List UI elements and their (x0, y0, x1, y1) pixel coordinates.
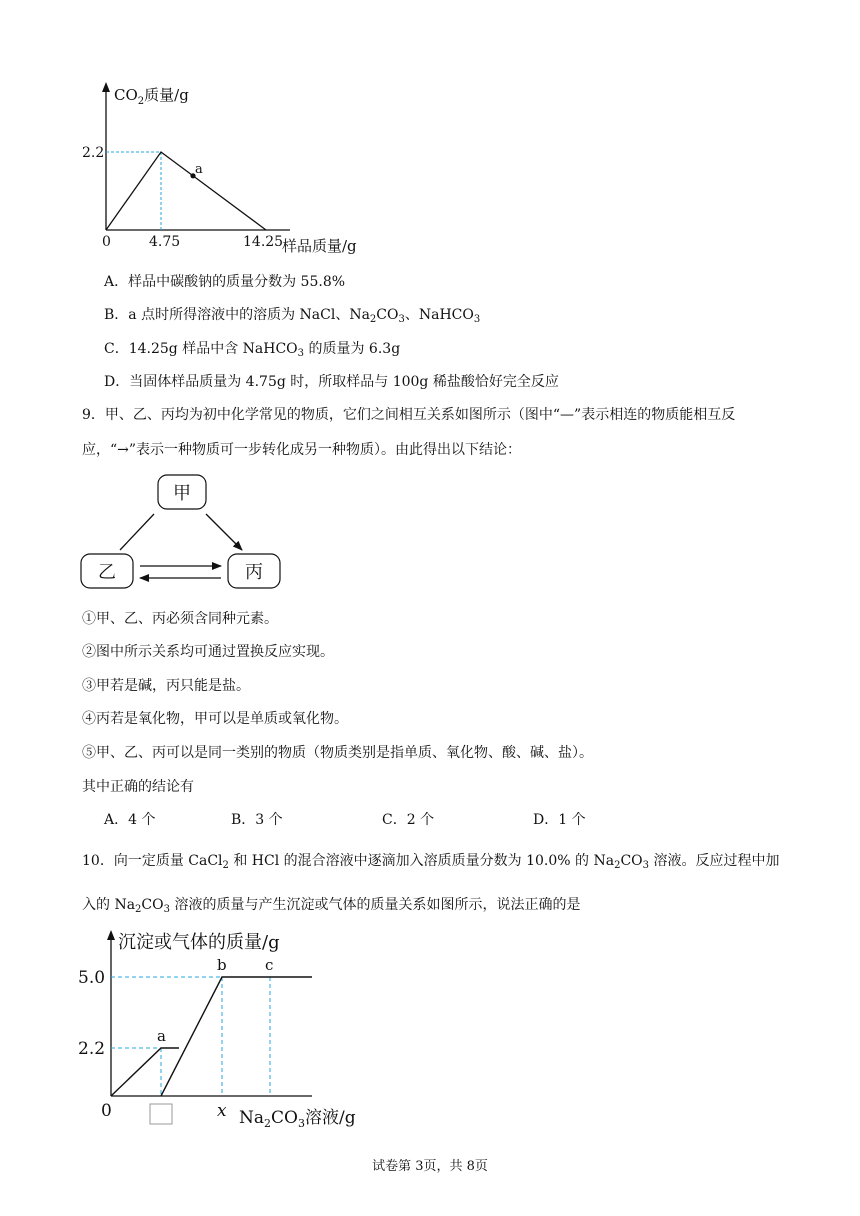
chart2-y-arrow (107, 930, 115, 940)
page-footer: 试卷第 3页，共 8页 (372, 1159, 488, 1174)
q9-statement-5: ⑤甲、乙、丙可以是同一类别的物质（物质类别是指单质、氧化物、酸、碱、盐）。 (82, 745, 593, 761)
relation-diagram (76, 470, 286, 595)
q9-statement-1: ①甲、乙、丙必须含同种元素。 (82, 611, 278, 627)
chart2-y-tick-22: 2.2 (78, 1039, 106, 1059)
chart1-x-tick-2: 14.25 (243, 234, 284, 250)
q9-stem-line1: 9．甲、乙、丙均为初中化学常见的物质，它们之间相互关系如图所示（图中“—”表示相连的物质能相互反 (82, 407, 736, 423)
chart1-origin: 0 (102, 234, 111, 250)
chart2-gas-line (111, 1048, 179, 1096)
precipitate-gas-chart (70, 922, 400, 1132)
chart2-point-a-label: a (157, 1027, 166, 1045)
chart2-answer-blank (150, 1104, 172, 1124)
q10-stem-line1: 10．向一定质量 CaCl$_2$ 和 HCl 的混合溶液中逐滴加入溶质质量分数为 10.0% 的 $Na_2CO_3$ 溶液。反应过程中加 (82, 853, 780, 871)
q9-question: 其中正确的结论有 (82, 779, 194, 795)
node-jia-label: 甲 (173, 483, 191, 504)
chart2-origin: 0 (101, 1101, 112, 1121)
q8-option-d: D．当固体样品质量为 4.75g 时，所取样品与 100g 稀盐酸恰好完全反应 (104, 374, 559, 390)
chart1-x-label: 样品质量/g (282, 237, 357, 255)
chart1-series-line (106, 152, 266, 230)
chart2-y-tick-5: 5.0 (78, 968, 106, 988)
q9-statement-3: ③甲若是碱，丙只能是盐。 (82, 678, 250, 694)
q8-option-c: C．14.25g 样品中含 NaHCO$_3$ 的质量为 6.3g (104, 341, 401, 359)
q9-statement-4: ④丙若是氧化物，甲可以是单质或氧化物。 (82, 711, 348, 727)
edge-jia-to-bing (206, 514, 242, 550)
chart2-x-label: $Na_2CO_3$溶液/g (239, 1108, 356, 1130)
co2-chart (60, 70, 380, 260)
q9-option-d: D．1 个 (533, 812, 586, 828)
q9-option-a: A．4 个 (104, 812, 156, 828)
chart2-precipitate-line (161, 977, 312, 1096)
chart2-point-c-label: c (265, 956, 274, 974)
q10-stem-line2: 入的 $Na_2CO_3$ 溶液的质量与产生沉淀或气体的质量关系如图所示，说法正确的是 (82, 897, 581, 915)
q9-option-b: B．3 个 (231, 812, 283, 828)
node-bing-label: 丙 (245, 562, 263, 583)
chart1-x-tick-1: 4.75 (149, 234, 181, 250)
q9-stem-line2: 应，“→”表示一种物质可一步转化成另一种物质）。由此得出以下结论： (82, 442, 522, 458)
q9-option-c: C．2 个 (382, 812, 435, 828)
chart1-y-tick: 2.2 (82, 145, 105, 161)
chart1-point-a-label: a (195, 162, 203, 177)
chart2-point-b-label: b (217, 956, 227, 974)
chart2-x-mark: x (217, 1101, 227, 1121)
chart2-y-label: 沉淀或气体的质量/g (118, 932, 280, 953)
q8-option-a: A．样品中碳酸钠的质量分数为 55.8% (104, 274, 346, 290)
node-yi-label: 乙 (98, 562, 116, 583)
chart1-y-arrow (102, 82, 110, 92)
edge-jia-yi (120, 514, 154, 550)
q8-option-b: B．a 点时所得溶液中的溶质为 NaCl、$Na_2CO_3$、NaHCO$_3$ (104, 307, 481, 325)
chart1-y-label: $CO_2$质量/g (114, 86, 189, 107)
q9-statement-2: ②图中所示关系均可通过置换反应实现。 (82, 644, 334, 660)
